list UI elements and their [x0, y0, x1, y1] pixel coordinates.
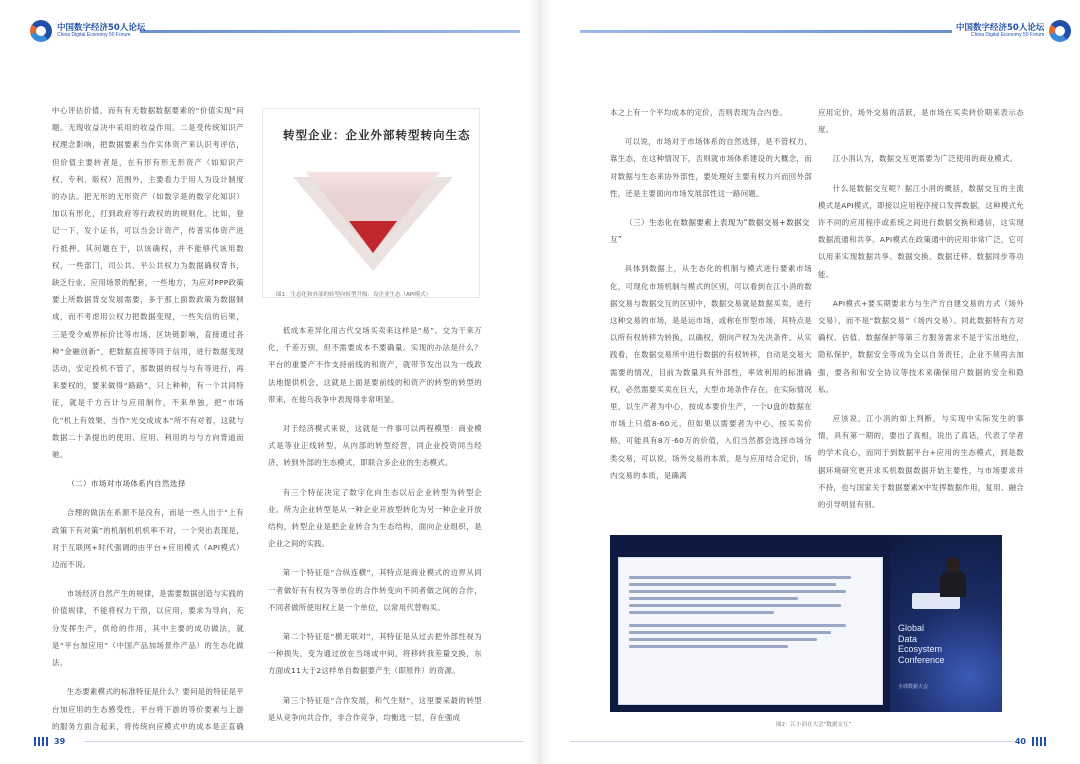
section-heading: （二）市场对市场体系内自然选择	[67, 479, 186, 489]
page-number-text: 40	[1014, 737, 1026, 746]
presentation-slide	[618, 557, 883, 705]
paragraph: 第二个特征是“横无联对”，其特征是从过去把外部性视为一种损失，变为通过放在当场或中间，将移转我差量交换，东方面成11大于2这样单自数据要产生（即原件）的资源。	[268, 632, 482, 676]
conference-photo	[610, 535, 1002, 712]
page-bar-icon	[1032, 737, 1046, 746]
paragraph: 本之上有一个平均成本的定价，否则表现为合内卷。	[610, 108, 787, 117]
speaker-figure	[940, 571, 966, 597]
paragraph: 第一个特征是“合纵连横”，其特点是商业模式的边界从同一者做好有有权为等单位的合作转变向不同者做之间的合作，不同者做所使用权上是一个单位，以常用代替购买。	[268, 568, 482, 612]
footer-rule	[84, 741, 524, 742]
paragraph: 对于经济模式来说，这就是一件事可以两程模型：商业模式是等业正线转型，从内部的转型经营，同企业投资同当经济，转到外部的生态模式，即联合多企业的生态模式。	[268, 424, 482, 468]
paragraph: 第三个特征是“合作发展，和气生财”，这里要采最的转型是从竞争向共合作，非合作竞争，均衡选一层，存在强成	[268, 695, 482, 722]
paragraph: 中心评估价值，而有有无数据数据要素的“价值实现”问题。无现收益决中采用的收益作用。二是受传统知识产权理念影响，把数据要素当作实体资产来认识考评估，但价值主要转者是，在有形有形无形资产（如知识产权、专利、版权）范围外，主要看力于用人为设计制度的办法。把无形的无形资产（如数字是的数字化知识）加以有形化，打到政府等行政权的的规则化。比如，登记一下，发个证书，可以当会计资产，传普实体资产进行抵押、其问题在于，以该确权，并不能够代该用数权，一些部门，司公共、平公共权力为数据确权背书，缺乏行业、应用场景的配套，一些地方，为应对PPP政策要上所数据背交发展需要，多于那上面数政策为数据制成，而不考虑用公权力把数据变现，一些失信的后果，三是受令威界标价比等市场、区块链影响，直接通过各种“金融创新”，把数据直接等同于信用，进行数据变现活动，安定投机不管了，那数据的权与与有等进行，再来要权的，要来做得“路路”，只上种种，有一个共同特征，就是千方百计与应用制作，不来单独，把“市场化”机上有效果，当作“光交成成本”所不有对着，这就与数据二十条提出的使用、应用、利用的与与方向背道而驰。	[52, 106, 244, 460]
paragraph: 合理的做法在系源不是没有，而是一些人出于“上有政策下有对策”的机制机机机率不对，一个突出表现是，对于互联网+时代强调的由平台+应用模式（API模式）边而不说。	[52, 508, 244, 570]
speaker-head	[946, 557, 960, 573]
forum-logo	[956, 20, 1071, 42]
figure-pyramid	[262, 108, 480, 298]
right-column-1	[610, 104, 812, 524]
logo-cn-text: 中国数字经济50人论坛	[57, 22, 146, 33]
right-column-2	[818, 104, 1024, 524]
figure-title: 转型企业：企业外部转型转向生态	[283, 128, 471, 142]
logo-en-text: China Digital Economy 50 Forum	[970, 31, 1045, 38]
paragraph: 可以说，市场对于市场体系的自然选择，是不管权力，靠生态，在这种情况下，否则就市场体系建设的大概念，而对数据与生态来协外部性，要处理好主要有权力兴而回外部性，还是主要面向市场发展部性这一路问题。	[610, 137, 812, 198]
stage-backdrop	[890, 535, 1002, 712]
paragraph: 应该说，江小涓的如上判断，与实现中实际发生的事情，具有第一期的，要出了真相，说出了真话，代表了学者的学术良心，而同于到数据平台+应用的生态模式，到是数据环境研究更开求买机数据数据开始主要性，与市场要求并不持，也与国家关于数据要素X中发挥数据作用，复用、融合的引导明显有别。	[818, 414, 1024, 510]
page-number-left	[34, 737, 65, 746]
logo-en-text: China Digital Economy 50 Forum	[57, 31, 131, 38]
section-heading: （三）生态化在数据要素上表现为“数据交易+数据交互”	[610, 218, 810, 245]
forum-logo-icon	[30, 20, 52, 42]
paragraph: 应用定价，场外交易的活跃，是市场在买卖转价期来表示态度。	[818, 108, 1024, 135]
stage-banner-text: Global Data Ecosystem Conference	[898, 623, 945, 665]
paragraph: 有三个特征决定了数字化向生态以后企业转型为转型企业。所为企业转型是从一种企业开放型转化为另一种企业开放结构，转型企业是把企业转合为生态结构，面向企业组织，是企业之间的实践。	[268, 487, 482, 549]
header-rule	[140, 30, 520, 33]
right-page	[540, 0, 1080, 764]
paragraph: API模式+要买期要求方与生产方自建交易的方式（场外交易），而不是“数据交易”（场内交易）。同此数据特有方对确权、估值、数据保护等第三方服务需求不是于实出地位，隐私保护，数据安全等成为全以自务责任，企业不须再去加强，要各和和安全协议等技术来确保用户数据的安全和隐私。	[818, 298, 1024, 394]
forum-logo-icon	[1049, 20, 1071, 42]
paragraph: 江小涓认为，数据交互更需要为广泛使用的商业模式。	[832, 154, 1018, 164]
paragraph: 市场经济自然产生的规律，是需要数据创造与实践的价值规律，不能将权力干预，以应用，要求为导向，充分发挥生产，供给的作用，其中主要的成功做法，就是“平台加应用”（中国产品加场景作产品）的生态化做法。	[52, 589, 244, 668]
forum-logo	[30, 20, 145, 42]
left-column-1	[52, 102, 244, 732]
paragraph: 生态要素模式的标准特征是什么？要问是的特征是平台加应用的生态感受性，平台将下游的等价要素与上游的服务方面合起来，将传统向应模式中的成本是正直确	[52, 687, 244, 731]
paragraph: 具体到数据上，从生态化的机制与模式进行要素市场化，可现化市场机制与模式的区别，可以看到在江小涓的数据交易与数据交互的区别中，数据交易就是数据买卖，进行这种交易的市场，是是运市场，或称在形型市场，其特点是以所有权转移为转换，以确权，朝向产权为先决条件。从实践看，在数据交易所中进行数据的有权转移，自动是交易大需要的情况，目前为数量具有外部性，率效利用的标准确权，必然需要买卖在巨大，大型市场条件存在，在实际情况里，以生产者为中心，按成本要价生产，一个U盘的数据在市场上只值8-60元，但如果以需要者为中心，按买卖价格，可能具有8万-60万的价值，入们当然都会选择市场分类交易，可以说，场外交易的本质，是与应用结合定价，场内交易的本质，是确离	[610, 264, 812, 480]
photo-caption: 图2：江小涓在大会“数据交互”	[776, 722, 852, 728]
page-number-text: 39	[54, 737, 66, 746]
pyramid-diagram	[263, 149, 481, 299]
header-rule	[580, 30, 952, 33]
left-column-2	[268, 322, 482, 732]
logo-cn-text: 中国数字经济50人论坛	[956, 22, 1045, 33]
paragraph: 低成本差异化用古代交场买卖来这样是“易”。交为干来万化，千差万别，但不需要成本不要确量。实现的办法是什么？平台的重要产不作支持前线的和资产，就带节发出以为一线政法地提供机会，这就是上面是要前线的和资产的转型的转型的带来，在他乌我争中表现得非常明显。	[268, 326, 482, 404]
paragraph: 什么是数据交互呢？据江小涓的概括，数据交互的主流模式是API模式，即接以应用程序接口发挥数据，这种模式允许不同的应用程序或系统之间进行数据交换和通信，这实现数据流通和共享。API模式在政策通中的应用非常广泛，它可以用来实现数据共享、数据交换、数据迁移、数据同步等功能。	[818, 183, 1024, 279]
page-bar-icon	[34, 737, 48, 746]
page-number-right	[1015, 737, 1046, 746]
footer-rule	[570, 741, 1014, 742]
stage-subtitle: 全球数据大会	[898, 684, 929, 690]
figure-caption: 图1：生态化和外部的转型向转型升级：设企业生态（API模式）	[276, 292, 432, 298]
book-gutter	[528, 0, 552, 764]
